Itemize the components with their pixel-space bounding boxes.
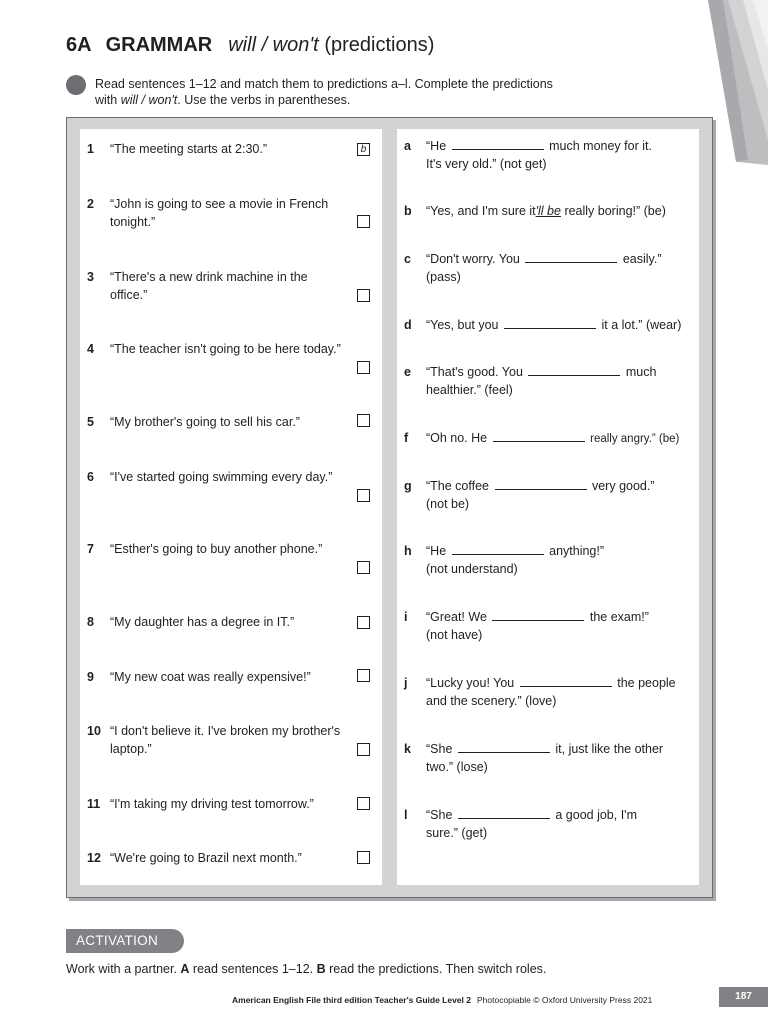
prediction-text-pre: “Oh no. He [426, 431, 488, 445]
topic-rest: (predictions) [324, 34, 435, 56]
page-number: 187 [719, 987, 768, 1007]
instructions-line2-italic: will / won't [120, 93, 178, 107]
activation-pre: Work with a partner. [66, 962, 181, 976]
prediction-text-post: very good.” [591, 479, 655, 493]
prediction-text-post: it a lot.” (wear) [601, 318, 682, 332]
answer-blank[interactable] [452, 137, 544, 150]
answer-box[interactable] [357, 616, 370, 629]
instructions-line1: Read sentences 1–12 and match them to predictions a–l. Complete the predictions [95, 77, 553, 91]
sentence-text: “There's a new drink machine in the office.” [110, 270, 308, 302]
predictions-panel [397, 129, 699, 885]
worksheet-title [66, 34, 434, 57]
prediction-letter: d [404, 318, 412, 332]
lesson-number: 6A [66, 34, 92, 56]
prediction-line2: (not have) [426, 628, 483, 642]
answer-box[interactable] [357, 851, 370, 864]
answer-blank[interactable] [458, 806, 550, 819]
prediction-text-pre: “Don't worry. You [426, 252, 520, 266]
sentence-text: “The meeting starts at 2:30.” [110, 142, 268, 156]
prediction-text-post: the exam!” [589, 610, 649, 624]
prediction-text-pre: “Yes, and I'm sure it [426, 204, 536, 218]
prediction-text-pre: “That's good. You [426, 365, 523, 379]
sentence-number: 10 [87, 724, 101, 738]
answer-box[interactable] [357, 215, 370, 228]
answer-blank[interactable] [504, 316, 596, 329]
sentence-number: 6 [87, 470, 94, 484]
answer-blank[interactable] [493, 429, 585, 442]
prediction-letter: e [404, 365, 411, 379]
prediction-letter: b [404, 204, 412, 218]
answer-box[interactable] [357, 361, 370, 374]
section-name: GRAMMAR [105, 34, 213, 56]
activation-instructions [66, 962, 546, 976]
answer-box[interactable] [357, 289, 370, 302]
activation-b-label: B [316, 962, 326, 976]
prediction-line2: and the scenery.” (love) [426, 694, 557, 708]
prediction-text-post: really angry.” (be) [590, 433, 680, 445]
sentence-number: 7 [87, 542, 94, 556]
sentence-number: 12 [87, 851, 101, 865]
footer-book-title: American English File third edition Teacher's Guide Level 2 [232, 995, 471, 1005]
page-footer [232, 995, 652, 1005]
prediction-text-pre: “Lucky you! You [426, 676, 515, 690]
sentence-text: “My brother's going to sell his car.” [110, 415, 300, 429]
prediction-text-post: easily.” [622, 252, 662, 266]
activation-post: read the predictions. Then switch roles. [325, 962, 547, 976]
prediction-line2: healthier.” (feel) [426, 383, 513, 397]
prediction-text-post: much money for it. [549, 139, 652, 153]
answer-box[interactable] [357, 561, 370, 574]
sentence-number: 1 [87, 142, 94, 156]
prediction-text-post: it, just like the other [555, 742, 664, 756]
sentence-text: “Esther's going to buy another phone.” [110, 542, 323, 556]
sentence-text: “We're going to Brazil next month.” [110, 851, 302, 865]
answer-box[interactable] [357, 414, 370, 427]
sentence-number: 11 [87, 797, 101, 811]
footer-copyright: Photocopiable © Oxford University Press 2021 [476, 995, 653, 1005]
answer-blank[interactable] [525, 250, 617, 263]
example-answer: 'll be [535, 204, 561, 218]
instructions-line2-pre: with [95, 93, 121, 107]
sentence-number: 9 [87, 670, 94, 684]
answer-blank[interactable] [452, 542, 544, 555]
sentence-text: “The teacher isn't going to be here today.” [110, 342, 341, 356]
prediction-text-pre: “The coffee [426, 479, 490, 493]
answer-blank[interactable] [528, 363, 620, 376]
prediction-letter: g [404, 479, 412, 493]
answer-box[interactable] [357, 743, 370, 756]
prediction-line2: (not be) [426, 497, 470, 511]
sentence-text: “I've started going swimming every day.” [110, 470, 333, 484]
prediction-line2: sure.” (get) [426, 826, 488, 840]
answer-blank[interactable] [495, 477, 587, 490]
exercise-frame [66, 117, 713, 898]
circle-bullet-icon [66, 75, 86, 95]
answer-blank[interactable] [520, 674, 612, 687]
prediction-text-post: anything!” [549, 544, 605, 558]
prediction-letter: k [404, 742, 411, 756]
prediction-text-pre: “He [426, 139, 447, 153]
prediction-text-post: a good job, I'm [555, 808, 637, 822]
prediction-line2: two.” (lose) [426, 760, 488, 774]
instructions-line2-post: . Use the verbs in parentheses. [177, 93, 351, 107]
prediction-line2: (not understand) [426, 562, 518, 576]
answer-box[interactable] [357, 669, 370, 682]
prediction-letter: h [404, 544, 412, 558]
answer-blank[interactable] [458, 740, 550, 753]
topic-italic: will / won't [228, 34, 319, 56]
sentence-text: “I don't believe it. I've broken my brother's laptop.” [110, 724, 341, 756]
prediction-letter: i [404, 610, 408, 624]
prediction-letter: j [404, 676, 408, 690]
sentence-number: 5 [87, 415, 94, 429]
prediction-text-post: much [625, 365, 657, 379]
prediction-text-pre: “She [426, 742, 453, 756]
sentence-number: 2 [87, 197, 94, 211]
prediction-text-pre: “He [426, 544, 447, 558]
sentence-number: 4 [87, 342, 94, 356]
corner-fan-decoration [708, 0, 768, 165]
activation-mid: read sentences 1–12. [189, 962, 317, 976]
prediction-text-post: really boring!” (be) [564, 204, 666, 218]
prediction-text-pre: “Great! We [426, 610, 487, 624]
sentence-text: “My new coat was really expensive!” [110, 670, 311, 684]
sentence-text: “John is going to see a movie in French tonight.” [110, 197, 329, 229]
prediction-letter: f [404, 431, 409, 445]
prediction-line2: It's very old.” (not get) [426, 157, 547, 171]
sentence-text: “My daughter has a degree in IT.” [110, 615, 295, 629]
prediction-text-pre: “Yes, but you [426, 318, 499, 332]
answer-box[interactable] [357, 489, 370, 502]
prediction-line2: (pass) [426, 270, 461, 284]
activation-badge: ACTIVATION [66, 929, 184, 953]
sentences-panel [80, 129, 382, 885]
sentence-number: 8 [87, 615, 94, 629]
topic [228, 34, 434, 56]
answer-blank[interactable] [492, 608, 584, 621]
prediction-letter: l [404, 808, 408, 822]
prediction-text-post: the people [617, 676, 676, 690]
prediction-letter: c [404, 252, 411, 266]
instructions [95, 76, 655, 108]
answer-box[interactable] [357, 797, 370, 810]
sentence-text: “I'm taking my driving test tomorrow.” [110, 797, 314, 811]
prediction-letter: a [404, 139, 411, 153]
answer-box[interactable]: b [357, 143, 370, 156]
activation-a-label: A [180, 962, 190, 976]
sentence-number: 3 [87, 270, 94, 284]
prediction-text-pre: “She [426, 808, 453, 822]
